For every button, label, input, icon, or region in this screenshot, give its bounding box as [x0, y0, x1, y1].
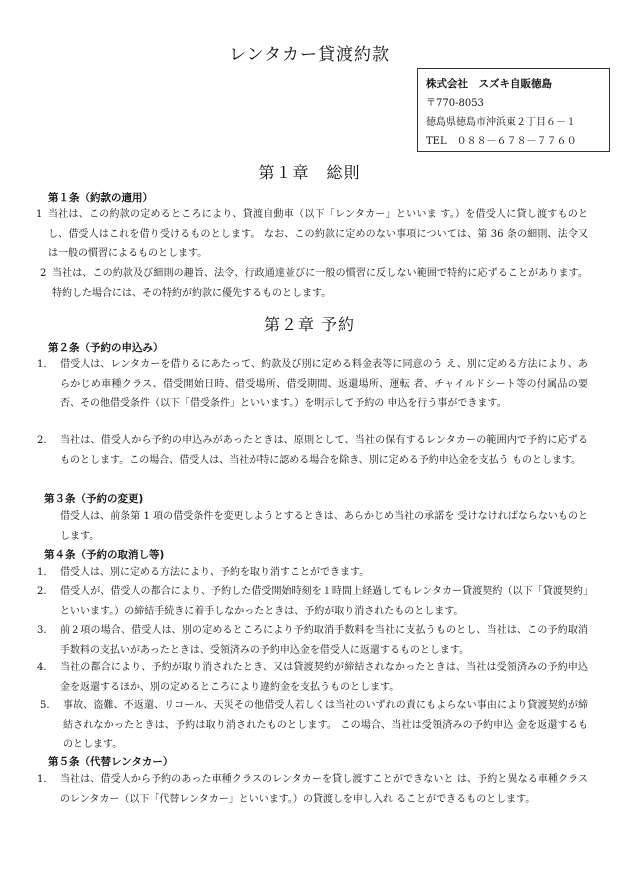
article-4-heading: 第４条（予約の取消し等) — [44, 549, 165, 561]
article-4-item-5-text: 事故、盗難、不返還、リコール、天災その他借受人若しくは当社のいずれの責にもよらない事由により貸渡契約が締結されなかったときは、予約は取り消されたものとします。 この場合、当社は受領済みの予約申込 金を返還するものとします。 — [63, 700, 588, 750]
article-4-item-1-text: 借受人は、別に定める方法により、予約を取り消すことができます。 — [60, 567, 370, 578]
article-2-heading: 第２条（予約の申込み） — [48, 342, 164, 354]
article-4-item-5-number: 5. — [40, 700, 50, 711]
article-1-heading: 第１条（約款の適用） — [48, 192, 153, 204]
article-1-item-2-text: 当社は、この約款及び細則の趣旨、法令、行政通達並びに一般の慣習に反しない範囲で特約に応ずることがあります。特約した場合には、その特約が約款に優先するものとします。 — [52, 268, 588, 299]
company-info-box — [417, 68, 610, 152]
company-address: 徳島県徳島市沖浜東２丁目６－１ — [426, 117, 576, 128]
company-tel: TEL ０８８－６７８－７７６０ — [426, 136, 577, 147]
article-4-item-4-text: 当社の都合により、予約が取り消されたとき、又は貸渡契約が締結されなかったときは、当社は受領済みの予約申込金を返還するほか、別の定めるところにより違約金を支払うものとします。 — [60, 662, 588, 693]
article-3-heading: 第３条（予約の変更) — [44, 493, 144, 505]
article-1-item-1-text: 当社は、この約款の定めるところにより、貸渡自動車（以下「レンタカー」といいま す。）を借受人に貸し渡すものとし、借受人はこれを借り受けるものとします。 なお、この約款に定めのない事項については、第 36 条の細則、法令又は一般の慣習によるものとします。 — [48, 209, 588, 259]
article-5-item-1-text: 当社は、借受人から予約のあった車種クラスのレンタカーを貸し渡すことができないと は、予約と異なる車種クラスのレンタカー（以下「代替レンタカー」といいます。）の貸渡しを申し入れ ることができるものとします。 — [60, 774, 588, 805]
company-name: 株式会社 スズキ自販徳島 — [426, 78, 552, 90]
article-4-item-3-text: 前２項の場合、借受人は、別の定めるところにより予約取消手数料を当社に支払うものとし、当社は、この予約取消手数料の支払いがあったときは、受領済みの予約申込金を借受人に返還するものとします。 — [60, 625, 588, 656]
article-2-item-2-text: 当社は、借受人から予約の申込みがあったときは、原則として、当社の保有するレンタカーの範囲内で予約に応ずるものとします。この場合、借受人は、当社が特に認める場合を除き、別に定める予約申込金を支払う ものとします。 — [60, 435, 588, 466]
article-4-item-2-number: 2. — [37, 586, 47, 597]
article-2-item-1-text: 借受人は、レンタカーを借りるにあたって、約款及び別に定める料金表等に同意のう え、別に定める方法により、あらかじめ車種クラス、借受開始日時、借受場所、借受期間、返還場所、運転 者、チャイルドシート等の付属品の要否、その他借受条件（以下「借受条件」といいます。）を明示して予約の 申込を行う事ができます。 — [60, 359, 588, 409]
article-3-text: 借受人は、前条第 1 項の借受条件を変更しようとするときは、あらかじめ当社の承諾を 受けなければならないものとします。 — [60, 511, 588, 542]
article-2-item-1-number: 1. — [37, 359, 47, 370]
article-1-item-2-number: 2 — [40, 268, 47, 279]
chapter-2-title: 第２章 予約 — [263, 315, 356, 334]
article-4-item-3-number: 3. — [37, 625, 47, 636]
article-4-item-2-text: 借受人が、借受人の都合により、予約した借受開始時刻を１時間上経過してもレンタカー貸渡契約（以下「貸渡契約」といいます。）の締結手続きに着手しなかったときは、予約が取り消されたものとします。 — [60, 586, 588, 617]
article-1-item-1-number: 1 — [36, 209, 43, 220]
article-4-item-1-number: 1. — [37, 567, 47, 578]
article-5-heading: 第５条（代替レンタカー） — [48, 756, 174, 768]
chapter-1-title: 第１章 総則 — [258, 163, 361, 182]
document-title: レンタカー貸渡約款 — [229, 45, 390, 65]
article-5-item-1-number: 1. — [37, 774, 47, 785]
company-postal: 〒770-8053 — [426, 98, 484, 109]
article-2-item-2-number: 2. — [37, 435, 47, 446]
article-4-item-4-number: 4. — [37, 662, 47, 673]
